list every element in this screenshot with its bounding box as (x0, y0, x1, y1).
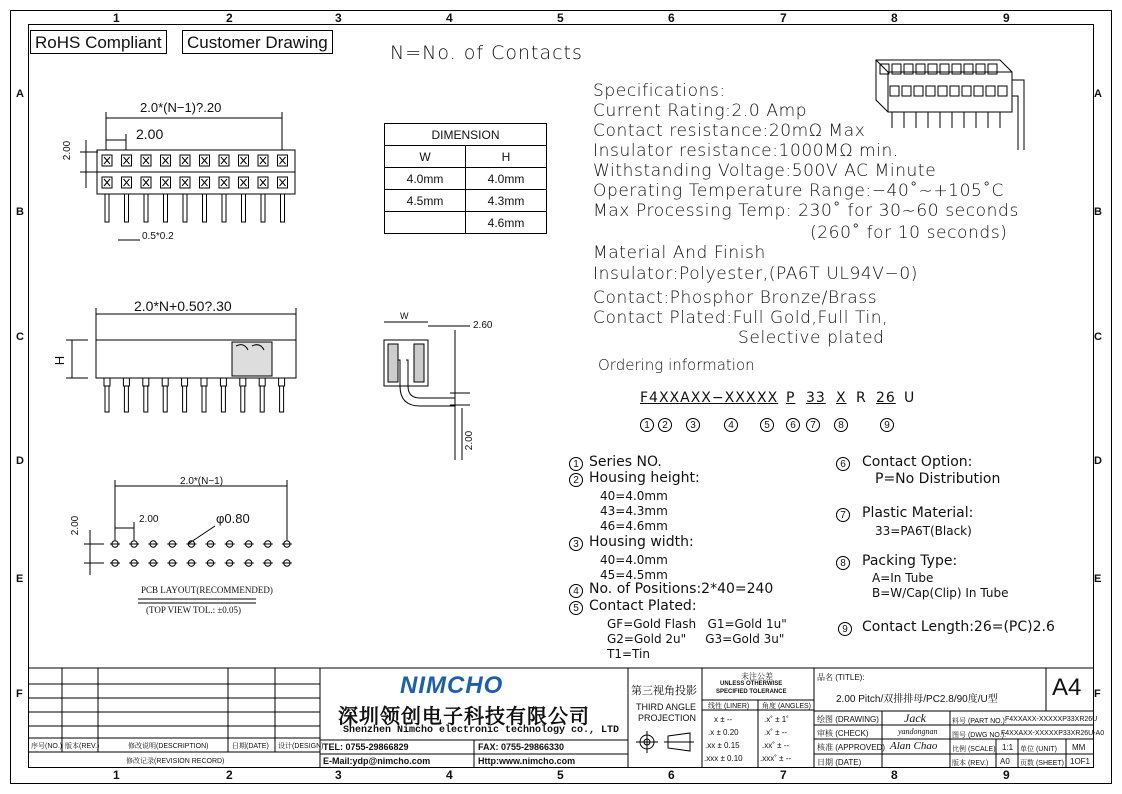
order-circle: 3 (686, 418, 700, 432)
ordering-title: Ordering information (598, 356, 755, 374)
rev-header-no: 序号(NO.) (31, 743, 63, 750)
tolerance-cell: .xx˚ ± -- (762, 741, 790, 750)
rev-header-rev: 版本(REV.) (65, 743, 100, 750)
dimension-cell: 4.0mm (466, 168, 547, 190)
projection-en-1: THIRD ANGLE (636, 702, 697, 712)
tolerance-en-1: UNLESS OTHERWISE (720, 681, 783, 687)
order-code-part: U (904, 390, 916, 406)
side-200-label: 2.00 (464, 430, 476, 451)
grid-column-number: 8 (891, 11, 898, 25)
order-code-part: R (856, 390, 867, 406)
approved-signature: Alan Chao (890, 740, 938, 752)
grid-column-number: 6 (668, 768, 675, 782)
spec-line: Insulator:Polyester,(PA6T UL94V−0) (593, 264, 919, 284)
legend-sub: GF=Gold Flash G1=Gold 1u" (607, 617, 787, 631)
dimension-header-w: W (385, 146, 466, 168)
spec-line: Selective plated (738, 328, 885, 348)
order-code-part: 26 (876, 390, 896, 406)
legend-sub: 40=4.0mm (600, 489, 668, 503)
legend-sub: T1=Tin (607, 647, 650, 661)
front-span-label: 2.0*N+0.50?.30 (134, 298, 232, 314)
date-label: 日期 (DATE) (817, 758, 862, 767)
grid-row-letter: F (1094, 688, 1101, 700)
company-http: Http:www.nimcho.com (478, 756, 576, 766)
tolerance-angles: 角度 (ANGLES) (762, 703, 812, 710)
order-code-part: 33 (806, 390, 826, 406)
check-label: 审核 (CHECK) (817, 729, 869, 738)
rev-header-date: 日期(DATE) (232, 743, 269, 750)
grid-column-number: 2 (226, 11, 233, 25)
spec-line: Insulator resistance:1000MΩ min. (593, 141, 899, 161)
dimension-header-h: H (466, 146, 547, 168)
top-side-label: 2.00 (62, 140, 74, 161)
company-name-cn: 深圳领创电子科技有限公司 (338, 706, 590, 728)
legend-sub: 45=4.5mm (600, 568, 668, 582)
legend-positions: No. of Positions:2*40=240 (589, 581, 774, 597)
check-signature: yandongnan (898, 727, 938, 736)
legend-circle: 6 (836, 457, 850, 471)
pcb-title-label: PCB LAYOUT(RECOMMENDED) (141, 585, 273, 595)
order-circle: 9 (880, 418, 894, 432)
legend-contact-length: Contact Length:26=(PC)2.6 (862, 619, 1055, 635)
sheet-value: 1OF1 (1070, 757, 1091, 766)
order-code-part: X (836, 390, 847, 406)
grid-row-letter: E (16, 573, 24, 585)
grid-column-number: 9 (1003, 11, 1010, 25)
legend-circle: 3 (569, 537, 583, 551)
grid-column-number: 6 (668, 11, 675, 25)
spec-line: Contact resistance:20mΩ Max (593, 121, 866, 141)
grid-row-letter: A (1094, 88, 1102, 100)
tolerance-linear: 线性 (LINER) (708, 703, 750, 710)
legend-sub: 43=4.3mm (600, 504, 668, 518)
pcb-pitch-label: 2.00 (139, 514, 159, 525)
grid-column-number: 9 (1003, 768, 1010, 782)
sheet-label: 页数 (SHEET) (1020, 760, 1064, 767)
tolerance-en-2: SPECIFIED TOLERANCE (716, 689, 787, 695)
company-logo: NIMCHO (400, 672, 504, 699)
grid-column-number: 5 (557, 11, 564, 25)
grid-column-number: 1 (113, 768, 120, 782)
legend-sub: A=In Tube (872, 571, 934, 585)
part-no-label: 料号 (PART NO.): (952, 718, 1007, 725)
order-code-part: P (786, 390, 796, 406)
grid-column-number: 1 (113, 11, 120, 25)
unit-value: MM (1072, 743, 1086, 752)
scale-label: 比例 (SCALE) (952, 746, 996, 753)
spec-line: Contact Plated:Full Gold,Full Tin, (593, 308, 889, 328)
legend-series: Series NO. (589, 454, 662, 470)
legend-packing-type: Packing Type: (862, 553, 958, 569)
legend-circle: 1 (569, 457, 583, 471)
rev-header-description: 修改说明(DESCRIPTION) (128, 743, 209, 750)
legend-contact-plated: Contact Plated: (589, 598, 697, 614)
side-260-label: 2.60 (473, 320, 493, 331)
grid-column-number: 7 (780, 768, 787, 782)
unit-label: 单位 (UNIT) (1020, 746, 1057, 753)
grid-column-number: 3 (335, 768, 342, 782)
grid-row-letter: D (1094, 455, 1102, 467)
tolerance-cell: x ± -- (714, 715, 733, 724)
order-circle: 1 (640, 418, 654, 432)
title-value: 2.00 Pitch/双排排母/PC2.8/90度/U型 (836, 694, 998, 705)
contacts-heading: N=No. of Contacts (390, 42, 583, 64)
title-label: 品名 (TITLE): (817, 673, 865, 682)
pcb-sub-label: (TOP VIEW TOL.: ±0.05) (146, 605, 242, 615)
legend-sub: 33=PA6T(Black) (875, 524, 972, 538)
grid-column-number: 7 (780, 11, 787, 25)
dimension-cell: 4.5mm (385, 190, 466, 212)
company-email: E-Mail:ydp@nimcho.com (323, 756, 431, 766)
dimension-cell: 4.6mm (466, 212, 547, 234)
grid-row-letter: B (1094, 206, 1102, 218)
customer-drawing-badge: Customer Drawing (182, 30, 333, 54)
top-span-label: 2.0*(N−1)?.20 (140, 100, 222, 115)
company-fax: FAX: 0755-29866330 (478, 742, 565, 752)
tolerance-cell: .xx ± 0.15 (705, 741, 740, 750)
spec-line: Material And Finish (593, 243, 766, 263)
legend-housing-width: Housing width: (589, 534, 694, 550)
order-code-part: XX (757, 390, 779, 406)
tolerance-cell: .xxx ± 0.10 (704, 754, 743, 763)
grid-row-letter: B (16, 206, 24, 218)
dwg-no-value: F4XXAXX-XXXXXP33XR26U-A0 (1001, 730, 1105, 737)
rev-value: A0 (1000, 757, 1010, 766)
legend-circle: 7 (836, 508, 850, 522)
revision-record-label: 修改记录(REVISION RECORD) (126, 758, 225, 765)
legend-sub: B=W/Cap(Clip) In Tube (872, 586, 1009, 600)
grid-column-number: 2 (226, 768, 233, 782)
legend-circle: 2 (569, 473, 583, 487)
legend-sub: P=No Distribution (875, 471, 1001, 487)
order-circle: 4 (724, 418, 738, 432)
grid-column-number: 3 (335, 11, 342, 25)
front-h-label: H (52, 355, 68, 366)
pcb-span-label: 2.0*(N−1) (180, 476, 224, 487)
dwg-no-label: 图号 (DWG NO.): (952, 732, 1007, 739)
spec-line: (260˚ for 10 seconds) (810, 223, 1008, 243)
tolerance-cell: .xxx˚ ± -- (760, 754, 792, 763)
pcb-hole-label: φ0.80 (216, 511, 250, 526)
tolerance-cell: .x ± 0.20 (708, 728, 739, 737)
legend-circle: 9 (838, 622, 852, 636)
spec-line: Operating Temperature Range:−40˚~+105˚C (593, 181, 1004, 201)
grid-row-letter: A (16, 88, 24, 100)
drawing-label: 绘图 (DRAWING) (817, 715, 879, 724)
grid-row-letter: D (16, 455, 24, 467)
grid-column-number: 4 (446, 11, 453, 25)
rohs-badge: RoHS Compliant (30, 30, 167, 54)
legend-sub: 46=4.6mm (600, 519, 668, 533)
pcb-side-label: 2.00 (70, 515, 82, 536)
top-pitch-label: 2.00 (136, 126, 164, 142)
company-name-en: Shenzhen Nimcho electronic technology co., LTD (343, 725, 620, 736)
spec-line: Max Processing Temp: 230˚ for 30~60 seconds (593, 201, 1019, 221)
order-circle: 5 (760, 418, 774, 432)
projection-cn: 第三视角投影 (631, 685, 697, 697)
grid-row-letter: C (16, 331, 24, 343)
grid-row-letter: C (1094, 331, 1102, 343)
spec-line: Specifications: (593, 81, 726, 101)
legend-contact-option: Contact Option: (862, 454, 973, 470)
spec-line: Contact:Phosphor Bronze/Brass (593, 288, 878, 308)
approved-label: 核准 (APPROVED) (817, 743, 886, 752)
company-tel: TEL: 0755-29866829 (323, 742, 409, 752)
drawing-signature: Jack (904, 711, 926, 725)
order-circle: 2 (658, 418, 672, 432)
tolerance-cn: 未注公差 (741, 672, 773, 681)
grid-row-letter: E (1094, 573, 1102, 585)
order-circle: 6 (786, 418, 800, 432)
scale-value: 1:1 (1002, 743, 1014, 752)
projection-en-2: PROJECTION (638, 713, 697, 723)
dimension-cell: 4.3mm (466, 190, 547, 212)
dimension-title: DIMENSION (385, 124, 547, 146)
order-code-part: F4XXAXX−XXX (640, 390, 757, 406)
legend-plastic-material: Plastic Material: (862, 505, 974, 521)
rev-label: 版本 (REV.) (952, 760, 989, 767)
spec-line: Current Rating:2.0 Amp (593, 101, 808, 121)
tolerance-cell: .x˚ ± -- (764, 728, 788, 737)
legend-circle: 8 (836, 556, 850, 570)
part-no-value: F4XXAXX-XXXXXP33XR26U (1005, 716, 1098, 723)
legend-housing-height: Housing height: (589, 470, 700, 486)
dimension-cell: 4.0mm (385, 168, 466, 190)
side-w-label: W (400, 311, 409, 321)
grid-row-letter: F (16, 688, 23, 700)
order-circle: 7 (806, 418, 820, 432)
order-circle: 8 (834, 418, 848, 432)
sheet-size: A4 (1052, 674, 1082, 701)
rev-header-design: 设计(DESIGN) (278, 743, 324, 750)
grid-column-number: 4 (446, 768, 453, 782)
legend-circle: 4 (569, 584, 583, 598)
grid-column-number: 5 (557, 768, 564, 782)
legend-sub: G2=Gold 2u" G3=Gold 3u" (607, 632, 785, 646)
legend-sub: 40=4.0mm (600, 553, 668, 567)
top-pin-label: 0.5*0.2 (142, 231, 174, 242)
legend-circle: 5 (569, 601, 583, 615)
tolerance-cell: .x˚ ± 1˚ (764, 715, 789, 724)
grid-column-number: 8 (891, 768, 898, 782)
spec-line: Withstanding Voltage:500V AC Minute (593, 161, 937, 181)
